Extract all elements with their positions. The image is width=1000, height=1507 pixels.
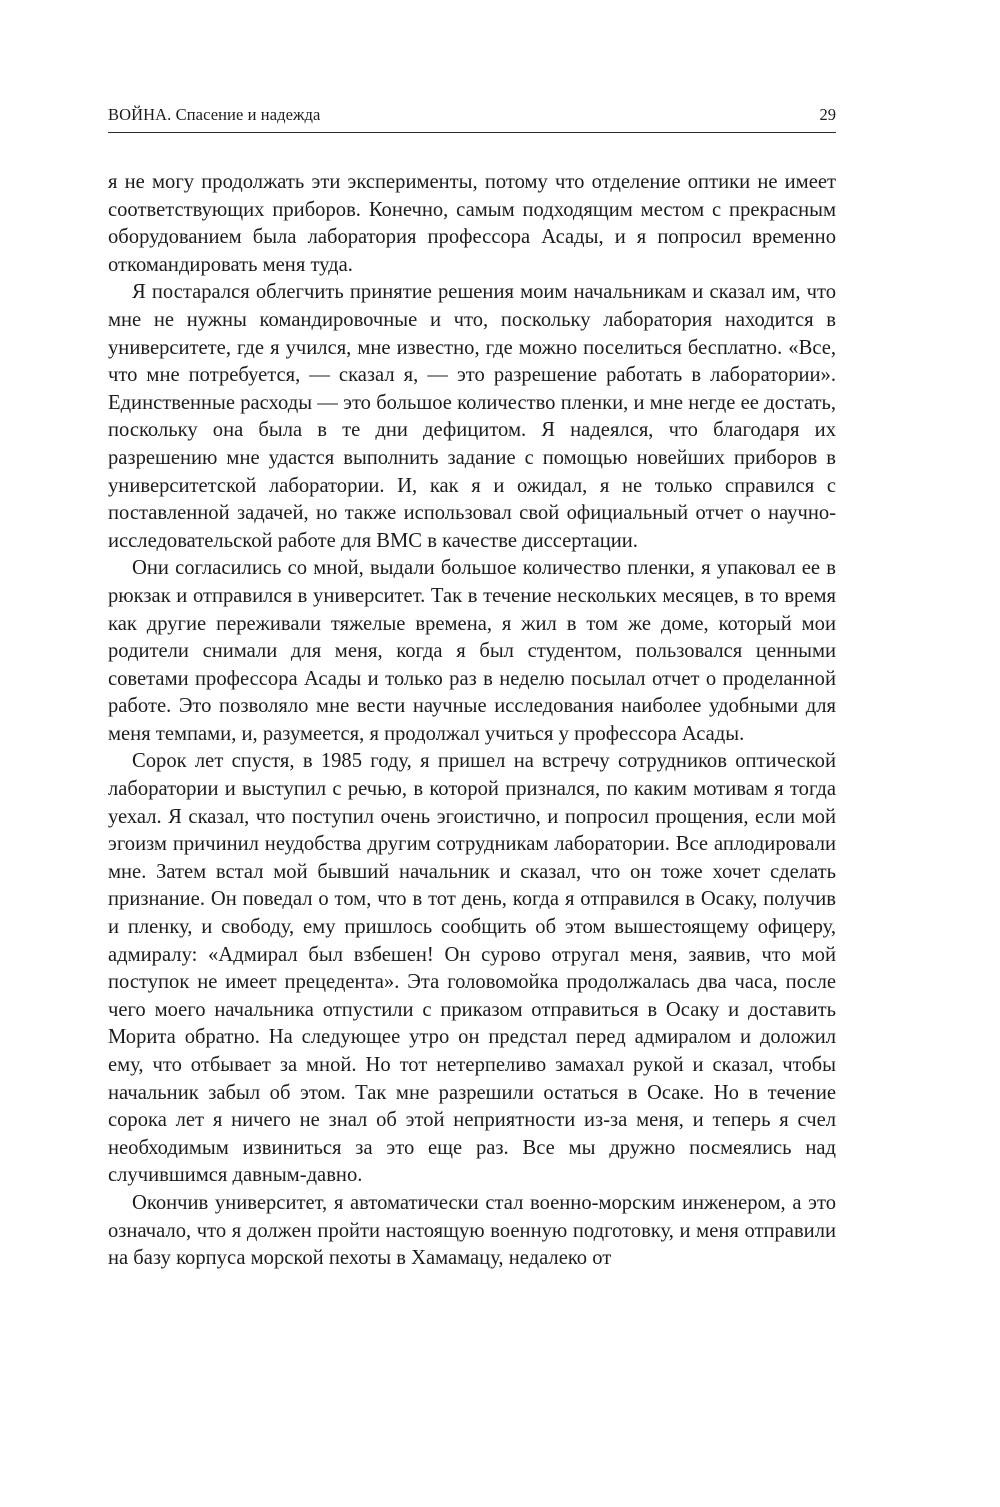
chapter-title: ВОЙНА. Спасение и надежда <box>108 105 321 124</box>
paragraph: Окончив университет, я автоматически стал военно-морским инженером, а это означало, что я должен пройти настоящую военную подготовку, и меня отправили на базу корпуса морской пехоты в Хамамацу, недалеко от <box>108 1191 836 1270</box>
book-page <box>108 98 836 1273</box>
running-header <box>108 98 836 133</box>
body-text <box>108 169 836 1273</box>
paragraph: я не могу продолжать эти эксперименты, потому что отделение оптики не имеет соответствующих приборов. Конечно, самым подходящим местом с прекрасным оборудованием была лаборатория профессора Асады, и я попросил временно откомандировать меня туда. <box>108 171 836 276</box>
page-number: 29 <box>819 105 836 124</box>
paragraph: Сорок лет спустя, в 1985 году, я пришел на встречу сотрудников оптической лаборатории и выступил с речью, в которой признался, по каким мотивам я тогда уехал. Я сказал, что поступил очень эгоистично, и попросил прощения, если мой эгоизм причинил неудобства другим сотрудникам лаборатории. Все аплодировали мне. Затем встал мой бывший начальник и сказал, что он тоже хочет сделать признание. Он поведал о том, что в тот день, когда я отправился в Осаку, получив и пленку, и свободу, ему пришлось сообщить об этом вышестоящему офицеру, адмиралу: «Адмирал был взбешен! Он сурово отругал меня, заявив, что мой поступок не имеет прецедента». Эта головомойка продолжалась два часа, после чего моего начальника отпустили с приказом отправиться в Осаку и доставить Морита обратно. На следующее утро он предстал перед адмиралом и доложил ему, что отбывает за мной. Но тот нетерпеливо замахал рукой и сказал, чтобы начальник забыл об этом. Так мне разрешили остаться в Осаке. Но в течение сорока лет я ничего не знал об этой неприятности из-за меня, и теперь я счел необходимым извиниться за это еще раз. Все мы дружно посмеялись над случившимся давным-давно. <box>108 750 836 1187</box>
paragraph: Они согласились со мной, выдали большое количество пленки, я упаковал ее в рюкзак и отправился в университет. Так в течение нескольких месяцев, в то время как другие переживали тяжелые времена, я жил в том же доме, который мои родители снимали для меня, когда я был студентом, пользовался ценными советами профессора Асады и только раз в неделю посылал отчет о проделанной работе. Это позволяло мне вести научные исследования наиболее удобными для меня темпами, и, разумеется, я продолжал учиться у профессора Асады. <box>108 557 836 745</box>
paragraph: Я постарался облегчить принятие решения моим начальникам и сказал им, что мне не нужны командировочные и что, поскольку лаборатория находится в университете, где я учился, мне известно, где можно поселиться бесплатно. «Все, что мне потребуется, — сказал я, — это разрешение работать в лаборатории». Единственные расходы — это большое количество пленки, и мне негде ее достать, поскольку она была в те дни дефицитом. Я надеялся, что благодаря их разрешению мне удастся выполнить задание с помощью новейших приборов в университетской лаборатории. И, как я и ожидал, я не только справился с поставленной задачей, но также использовал свой официальный отчет о научно-исследовательской работе для ВМС в качестве диссертации. <box>108 281 836 552</box>
